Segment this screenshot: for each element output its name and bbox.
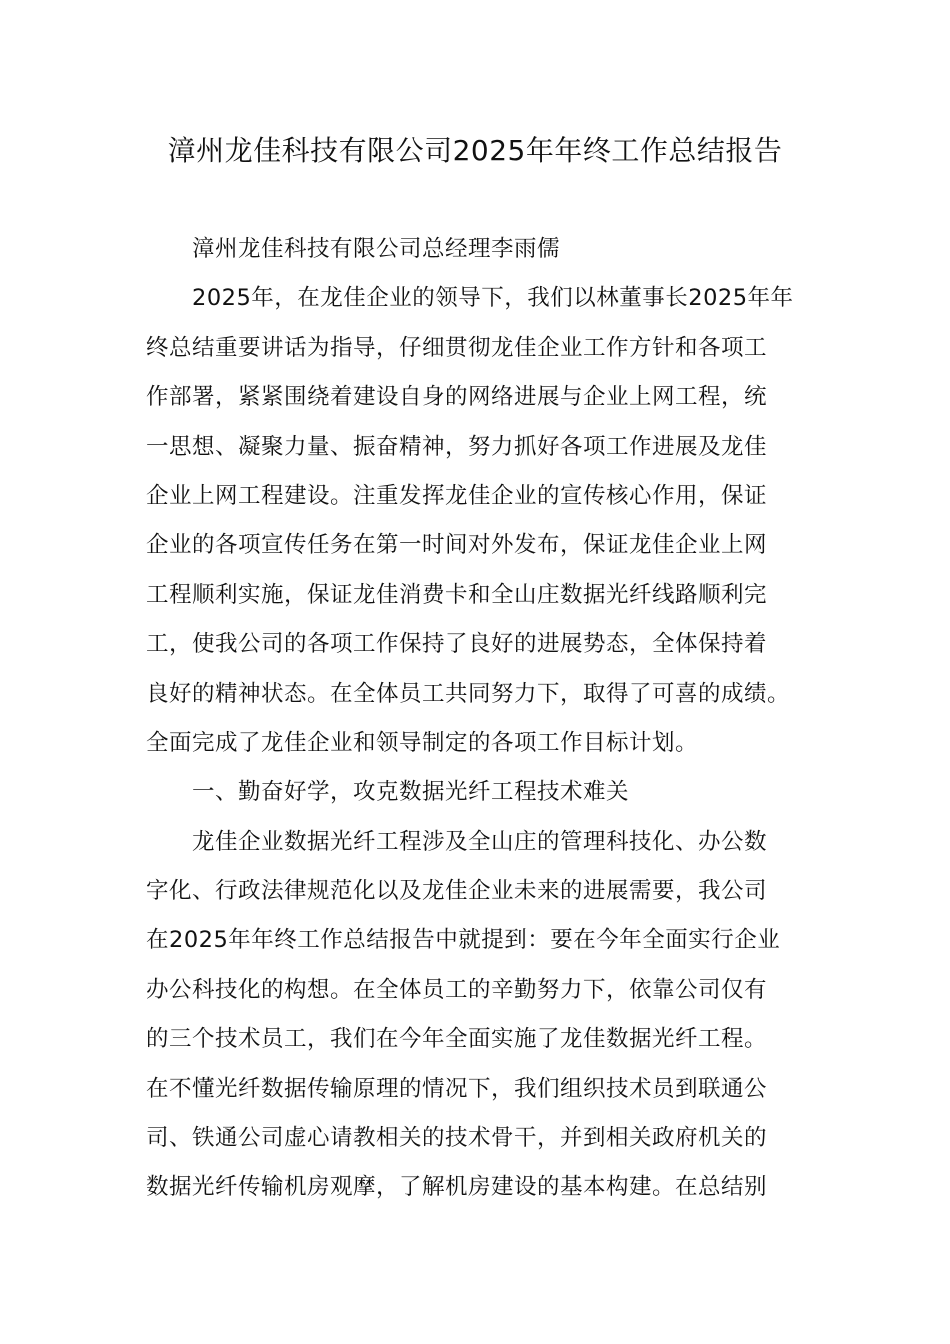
text-line: 企业上网工程建设。注重发挥龙佳企业的宣传核心作用，保证 — [146, 482, 768, 509]
text-line: 2025年，在龙佳企业的领导下，我们以林董事长2025年年 — [192, 285, 794, 312]
document-title: 漳州龙佳科技有限公司2025年年终工作总结报告 — [167, 134, 783, 167]
text-line: 在2025年年终工作总结报告中就提到：要在今年全面实行企业 — [146, 927, 781, 954]
text-line: 企业的各项宣传任务在第一时间对外发布，保证龙佳企业上网 — [146, 532, 768, 559]
document-body — [146, 225, 826, 1213]
text-line: 在不懂光纤数据传输原理的情况下，我们组织技术员到联通公 — [146, 1075, 768, 1102]
text-line: 字化、行政法律规范化以及龙佳企业未来的进展需要，我公司 — [146, 878, 768, 905]
text-line: 司、铁通公司虚心请教相关的技术骨干，并到相关政府机关的 — [146, 1125, 768, 1152]
text-line: 工程顺利实施，保证龙佳消费卡和全山庄数据光纤线路顺利完 — [146, 581, 768, 608]
text-line: 的三个技术员工，我们在今年全面实施了龙佳数据光纤工程。 — [146, 1026, 768, 1053]
text-line: 数据光纤传输机房观摩，了解机房建设的基本构建。在总结别 — [146, 1174, 768, 1201]
text-line: 漳州龙佳科技有限公司总经理李雨儒 — [192, 236, 561, 262]
text-line: 办公科技化的构想。在全体员工的辛勤努力下，依靠公司仅有 — [146, 976, 768, 1003]
text-line: 全面完成了龙佳企业和领导制定的各项工作目标计划。 — [146, 729, 699, 756]
text-line: 终总结重要讲话为指导，仔细贯彻龙佳企业工作方针和各项工 — [146, 334, 768, 361]
text-line: 作部署，紧紧围绕着建设自身的网络进展与企业上网工程，统 — [146, 384, 768, 411]
text-line: 一思想、凝聚力量、振奋精神，努力抓好各项工作进展及龙佳 — [146, 433, 768, 460]
text-line: 工，使我公司的各项工作保持了良好的进展势态，全体保持着 — [146, 631, 768, 658]
text-line: 龙佳企业数据光纤工程涉及全山庄的管理科技化、办公数 — [192, 828, 768, 855]
text-line: 一、勤奋好学，攻克数据光纤工程技术难关 — [192, 779, 630, 806]
text-line: 良好的精神状态。在全体员工共同努力下，取得了可喜的成绩。 — [146, 680, 791, 707]
